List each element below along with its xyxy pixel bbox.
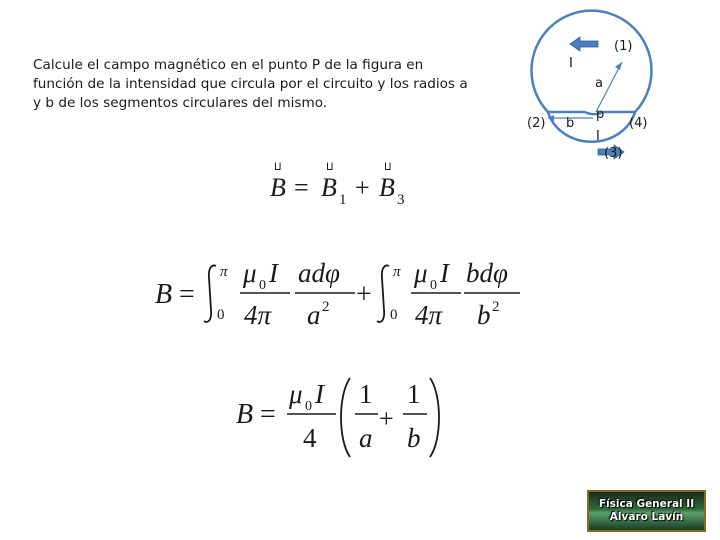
frac2-den-exp: 2 (322, 299, 330, 315)
vec-mark: ⵡ (384, 162, 392, 173)
frac4-den: b (477, 300, 491, 330)
eq3-plus: + (379, 404, 394, 433)
eq3-den: 4 (303, 423, 317, 453)
eq1-sub1: 1 (339, 192, 347, 208)
label-1: (1) (614, 39, 633, 54)
label-4: (4) (629, 116, 648, 131)
current-arrow-top (570, 37, 598, 51)
integral-sign (204, 266, 216, 322)
int1-upper: π (220, 264, 228, 280)
eq1-sub2: 3 (397, 192, 405, 208)
frac3-I: I (440, 258, 449, 288)
frac4-num: bdφ (466, 258, 508, 288)
point-p-label: p (596, 107, 605, 122)
equation-2 (155, 258, 520, 330)
frac1-den: 4π (244, 300, 272, 330)
problem-line: función de la intensidad que circula por el circuito y los radios a (33, 76, 468, 92)
eq1-plus: + (355, 173, 370, 202)
eq1-term1: B (321, 173, 337, 202)
frac3-den: 4π (415, 300, 443, 330)
eq2-equals: = (179, 279, 195, 310)
int2-lower: 0 (390, 307, 398, 323)
eq3-den-a: a (359, 423, 373, 453)
logo-author: Alvaro Lavín (609, 511, 684, 523)
left-paren (341, 378, 350, 457)
vec-mark: ⵡ (326, 162, 334, 173)
circuit-figure (527, 11, 652, 161)
current-label-top: I (569, 56, 573, 71)
radius-b-label: b (566, 116, 575, 131)
frac3-mu: μ (414, 258, 428, 288)
eq2-plus: + (356, 279, 372, 310)
eq3-I: I (315, 379, 324, 409)
logo-title: Física General II (598, 498, 695, 510)
eq1-equals: = (294, 173, 309, 202)
lower-arc (548, 112, 635, 142)
frac1-I: I (269, 258, 278, 288)
eq1-lhs: B (270, 173, 286, 202)
frac1-mu-sub: 0 (259, 278, 266, 293)
eq3-one-a: 1 (359, 379, 373, 409)
vec-mark: ⵡ (274, 162, 282, 173)
integral-sign (377, 266, 389, 322)
equation-1 (270, 162, 405, 208)
frac2-num: adφ (298, 258, 340, 288)
eq3-mu: μ (289, 379, 303, 409)
eq3-equals: = (260, 399, 276, 430)
radius-a-label: a (595, 76, 603, 91)
current-label-bottom: I (596, 129, 600, 144)
int1-lower: 0 (217, 307, 225, 323)
problem-line: Calcule el campo magnético en el punto P de la figura en (33, 57, 424, 73)
frac2-den: a (307, 300, 321, 330)
frac4-den-exp: 2 (492, 299, 500, 315)
int2-upper: π (393, 264, 401, 280)
eq3-mu-sub: 0 (305, 399, 312, 414)
label-2: (2) (527, 116, 546, 131)
eq3-den-b: b (407, 423, 421, 453)
problem-line: y b de los segmentos circulares del mismo. (33, 95, 328, 111)
eq1-term2: B (379, 173, 395, 202)
course-logo (587, 490, 706, 532)
eq2-lhs: B (155, 279, 173, 310)
frac1-mu: μ (243, 258, 257, 288)
frac3-mu-sub: 0 (430, 278, 437, 293)
equation-3 (236, 378, 439, 457)
outer-arc-a (532, 11, 652, 112)
eq3-one-b: 1 (407, 379, 421, 409)
label-3: (3) (604, 146, 623, 161)
radius-a-arrowhead (615, 62, 622, 70)
right-paren (430, 378, 439, 457)
eq3-lhs: B (236, 399, 254, 430)
